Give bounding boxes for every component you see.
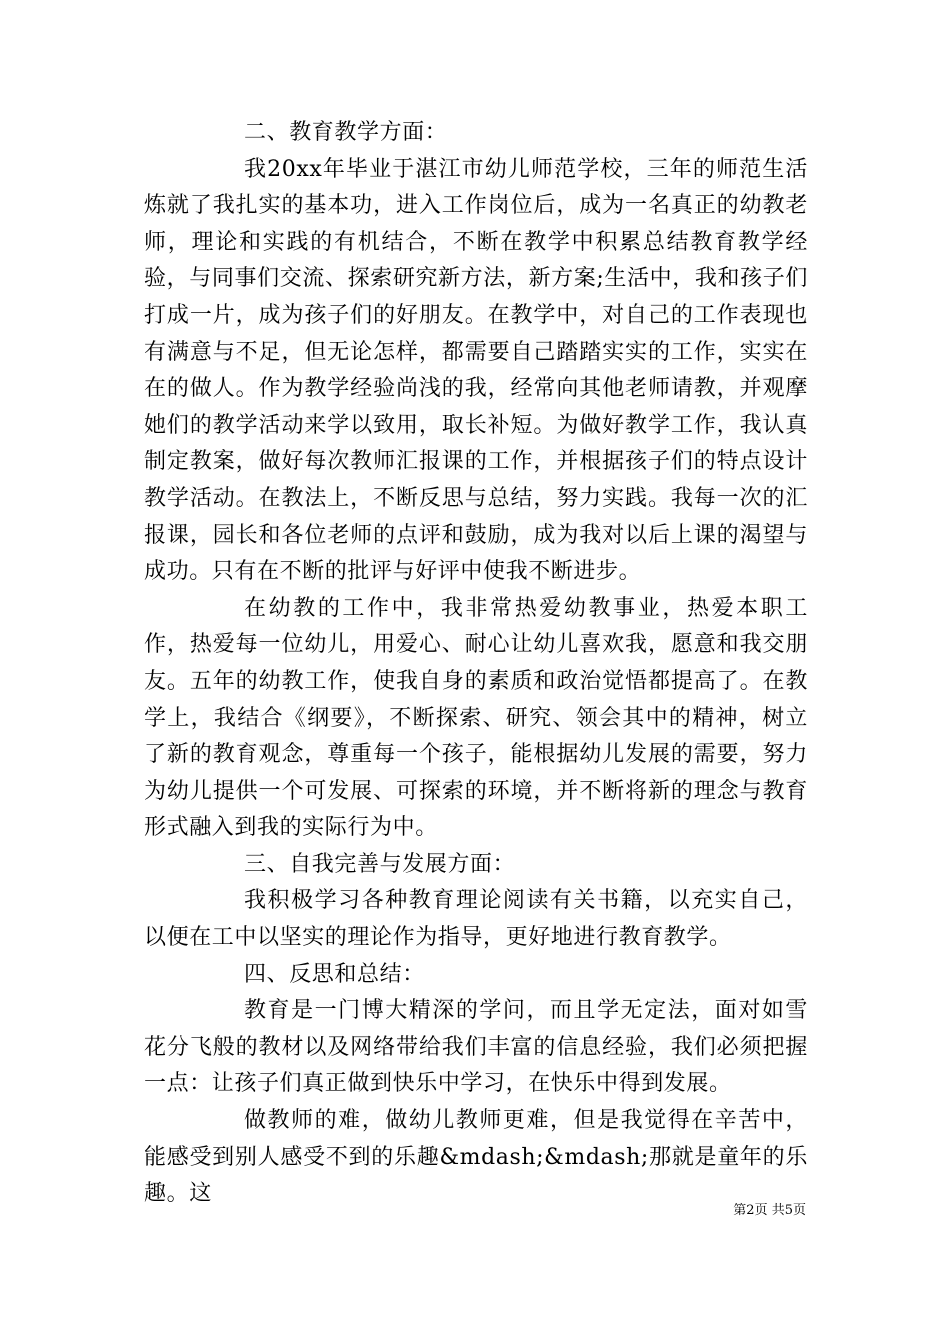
paragraph-self-improvement: 我积极学习各种教育理论阅读有关书籍，以充实自己，以便在工中以坚实的理论作为指导，更好地进行教育教学。 — [144, 888, 808, 951]
footer-prefix: 第 — [733, 1203, 747, 1218]
paragraph-kindergarten-work: 在幼教的工作中，我非常热爱幼教事业，热爱本职工作，热爱每一位幼儿，用爱心、耐心让幼儿喜欢我，愿意和我交朋友。五年的幼教工作，使我自身的素质和政治觉悟都提高了。在教学上，我结合《纲要》，不断探索、研究、领会其中的精神，树立了新的教育观念，尊重每一个孩子，能根据幼儿发展的需要，努力为幼儿提供一个可发展、可探索的环境，并不断将新的理念与教育形式融入到我的实际行为中。 — [144, 595, 808, 841]
footer-total-pages: 5 — [784, 1203, 793, 1218]
paragraph-teaching-experience: 我20xx年毕业于湛江市幼儿师范学校，三年的师范生活炼就了我扎实的基本功，进入工作岗位后，成为一名真正的幼教老师，理论和实践的有机结合，不断在教学中积累总结教育教学经验，与同事们交流、探索研究新方法，新方案;生活中，我和孩子们打成一片，成为孩子们的好朋友。在教学中，对自己的工作表现也有满意与不足，但无论怎样，都需要自己踏踏实实的工作，实实在在的做人。作为教学经验尚浅的我，经常向其他老师请教，并观摩她们的教学活动来学以致用，取长补短。为做好教学工作，我认真制定教案，做好每次教师汇报课的工作，并根据孩子们的特点设计教学活动。在教法上，不断反思与总结，努力实践。我每一次的汇报课，园长和各位老师的点评和鼓励，成为我对以后上课的渴望与成功。只有在不断的批评与好评中使我不断进步。 — [144, 156, 808, 585]
paragraph-reflection: 教育是一门博大精深的学问，而且学无定法，面对如雪花分飞般的教材以及网络带给我们丰富的信息经验，我们必须把握一点：让孩子们真正做到快乐中学习，在快乐中得到发展。 — [144, 998, 808, 1097]
document-body — [144, 115, 808, 1213]
footer-suffix: 页 — [792, 1203, 806, 1218]
section-heading-reflection: 四、反思和总结： — [244, 961, 425, 987]
section-heading-teaching: 二、教育教学方面： — [244, 120, 448, 145]
footer-current-page: 2 — [746, 1203, 755, 1218]
paragraph-teacher-difficulty: 做教师的难，做幼儿教师更难，但是我觉得在辛苦中，能感受到别人感受不到的乐趣&mdash;&mdash;那就是童年的乐趣。这 — [144, 1108, 808, 1207]
page-number-footer — [733, 1203, 806, 1219]
section-heading-self-improvement: 三、自我完善与发展方面： — [244, 851, 516, 877]
footer-middle: 页 共 — [754, 1203, 785, 1218]
